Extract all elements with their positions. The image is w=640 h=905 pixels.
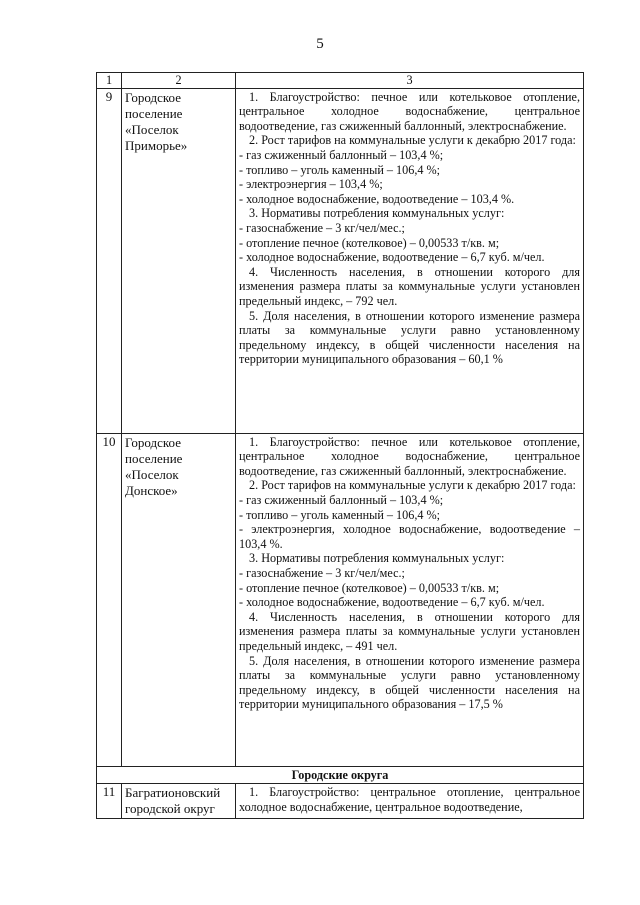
detail-line: 3. Нормативы потребления коммунальных услуг: [249,551,505,566]
header-col-3: 3 [236,73,584,89]
row-number: 11 [97,784,122,819]
detail-line: - холодное водоснабжение, водоотведение – 6,7 куб. м/чел. [239,250,545,265]
detail-line: 1. Благоустройство: печное или котельковое отопление, центральное холодное водоснабжение, центральное водоотведение, газ сжиженный баллонный, электроснабжение. [239,89,580,133]
detail-line: - топливо – уголь каменный – 106,4 %; [239,162,441,177]
detail-line: - отопление печное (котелковое) – 0,00533 т/кв. м; [239,235,500,250]
section-row [97,766,584,784]
detail-line: - холодное водоснабжение, водоотведение – 6,7 куб. м/чел. [239,595,545,610]
row-number: 9 [97,88,122,433]
detail-line: 5. Доля населения, в отношении которого изменение размера платы за коммунальные услуги равно установленному предельному индексу, в общей численности населения на территории муниципального образования – 17,5 % [239,653,580,712]
tariff-table [96,72,584,819]
row-details [236,88,584,433]
municipality-name: Багратионовский городской округ [122,784,236,819]
header-col-2: 2 [122,73,236,89]
row-number: 10 [97,433,122,766]
municipality-name: Городское поселение «Поселок Донское» [122,433,236,766]
detail-line: 3. Нормативы потребления коммунальных услуг: [249,206,505,221]
detail-line: - электроэнергия – 103,4 %; [239,177,383,192]
detail-line: - топливо – уголь каменный – 106,4 %; [239,507,441,522]
table-row [97,784,584,819]
detail-line: 2. Рост тарифов на коммунальные услуги к декабрю 2017 года: [249,133,576,148]
detail-line: - газоснабжение – 3 кг/чел/мес.; [239,220,405,235]
detail-line: 2. Рост тарифов на коммунальные услуги к декабрю 2017 года: [249,478,576,493]
detail-line: - холодное водоснабжение, водоотведение – 103,4 %. [239,191,515,206]
table-row [97,88,584,433]
row-details [236,784,584,819]
detail-line: 4. Численность населения, в отношении которого для изменения размера платы за коммунальные услуги установлен предельный индекс, – 792 чел. [239,264,580,308]
section-title: Городские округа [97,766,584,784]
detail-line: - газ сжиженный баллонный – 103,4 %; [239,492,444,507]
row-details [236,433,584,766]
detail-line: 4. Численность населения, в отношении которого для изменения размера платы за коммунальные услуги установлен предельный индекс, – 491 чел. [239,609,580,653]
detail-line: - отопление печное (котелковое) – 0,00533 т/кв. м; [239,580,500,595]
detail-line: - газоснабжение – 3 кг/чел/мес.; [239,565,405,580]
page-number: 5 [316,36,324,52]
detail-line: 5. Доля населения, в отношении которого изменение размера платы за коммунальные услуги равно установленному предельному индексу, в общей численности населения на территории муниципального образования – 60,1 % [239,308,580,367]
detail-line: - газ сжиженный баллонный – 103,4 %; [239,147,444,162]
detail-line: 1. Благоустройство: печное или котельковое отопление, центральное холодное водоснабжение, центральное водоотведение, газ сжиженный баллонный, электроснабжение. [239,434,580,478]
header-col-1: 1 [97,73,122,89]
detail-line: - электроэнергия, холодное водоснабжение, водоотведение – 103,4 %. [239,522,580,551]
municipality-name: Городское поселение «Поселок Приморье» [122,88,236,433]
detail-line: 1. Благоустройство: центральное отопление, центральное холодное водоснабжение, центральное водоотведение, [239,785,580,814]
table-header-row [97,73,584,89]
table-row [97,433,584,766]
